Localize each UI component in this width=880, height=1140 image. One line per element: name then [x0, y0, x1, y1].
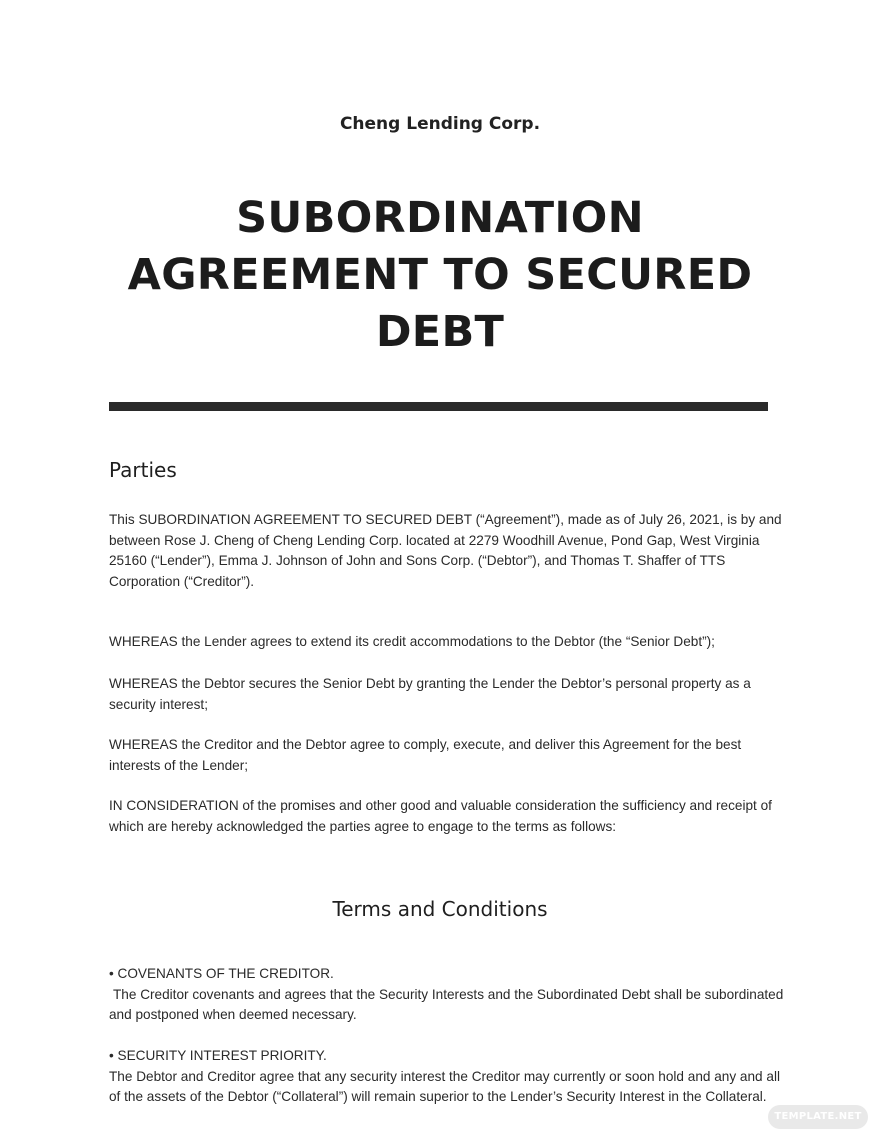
terms-heading: Terms and Conditions — [332, 897, 548, 921]
title-divider — [109, 402, 768, 411]
whereas-clause-1: WHEREAS the Lender agrees to extend its credit accommodations to the Debtor (the “Senior Debt”); — [109, 634, 715, 649]
whereas-clause-2: WHEREAS the Debtor secures the Senior Debt by granting the Lender the Debtor’s personal property as a security interest; — [109, 676, 751, 712]
document-title: SUBORDINATION AGREEMENT TO SECURED DEBT — [127, 193, 753, 357]
clause-title: • SECURITY INTEREST PRIORITY. — [109, 1048, 327, 1063]
clause-body: The Creditor covenants and agrees that the Security Interests and the Subordinated Debt shall be subordinated and postponed when deemed necessary. — [109, 986, 784, 1022]
clause-security-interest-priority — [109, 1046, 789, 1108]
template-watermark-badge: TEMPLATE.NET — [768, 1105, 868, 1129]
clause-title: • COVENANTS OF THE CREDITOR. — [109, 966, 334, 981]
parties-intro-paragraph: This SUBORDINATION AGREEMENT TO SECURED DEBT (“Agreement”), made as of July 26, 2021, is by and between Rose J. Cheng of Cheng Lending Corp. located at 2279 Woodhill Avenue, Pond Gap, West Virginia 25160 (“Lender”), Emma J. Johnson of John and Sons Corp. (“Debtor”), and Thomas T. Shaffer of TTS Corporation (“Creditor”). — [109, 512, 782, 589]
whereas-clause-3: WHEREAS the Creditor and the Debtor agree to comply, execute, and deliver this Agreement for the best interests of the Lender; — [109, 737, 742, 773]
consideration-paragraph: IN CONSIDERATION of the promises and other good and valuable consideration the sufficiency and receipt of which are hereby acknowledged the parties agree to engage to the terms as follows: — [109, 798, 772, 834]
parties-heading: Parties — [109, 458, 177, 482]
company-name: Cheng Lending Corp. — [339, 114, 541, 134]
clause-body: The Debtor and Creditor agree that any security interest the Creditor may currently or soon hold and any and all of the assets of the Debtor (“Collateral”) will remain superior to the Lender’s Security Interest in the Collateral. — [109, 1068, 780, 1104]
clause-covenants — [109, 964, 789, 1026]
